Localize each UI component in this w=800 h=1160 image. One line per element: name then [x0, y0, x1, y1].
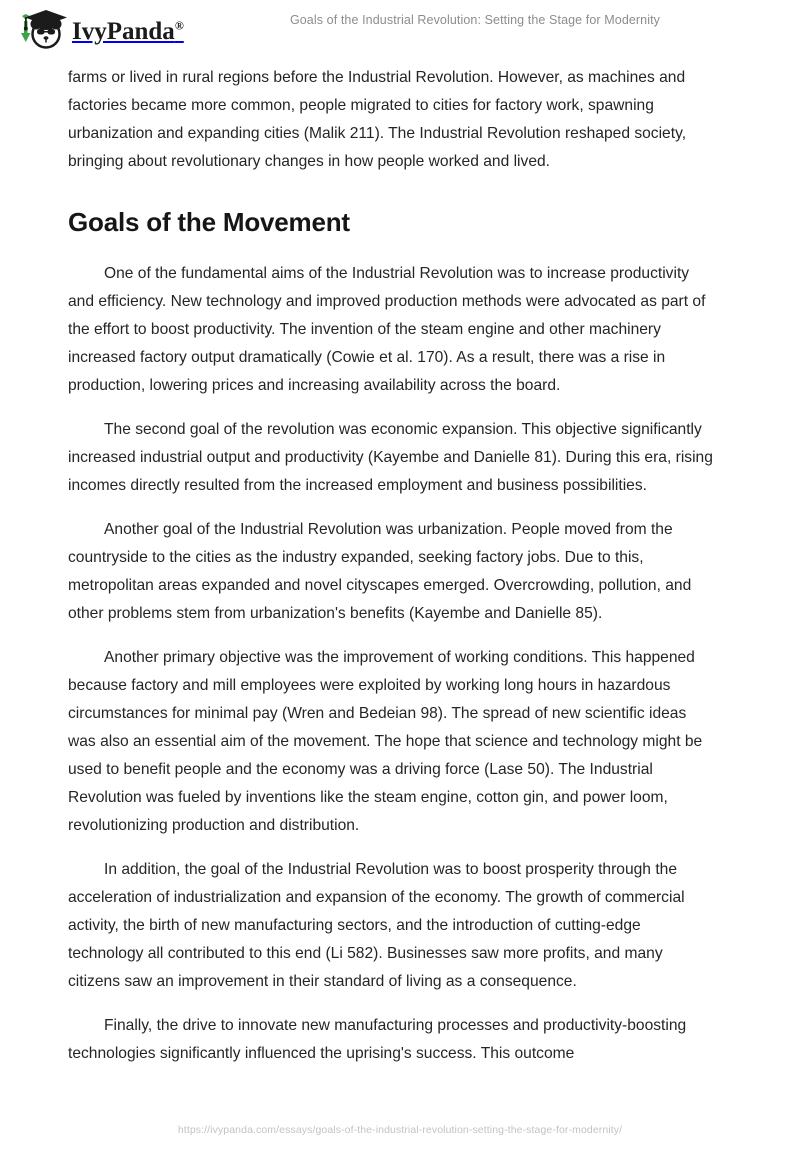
page-header	[0, 0, 800, 60]
paragraph-prosperity: In addition, the goal of the Industrial Revolution was to boost prosperity through the acceleration of industrialization and expansion of the economy. The growth of commercial activity, the birth of new manufacturing sectors, and the introduction of cutting-edge technology all contributed to this end (Li 582). Businesses saw more profits, and many citizens saw an improvement in their standard of living as a consequence.	[68, 861, 685, 990]
paragraph-working-conditions: Another primary objective was the improvement of working conditions. This happened because factory and mill employees were exploited by working long hours in hazardous circumstances for minimal pay (Wren and Bedeian 98). The spread of new scientific ideas was also an essential aim of the movement. The hope that science and technology might be used to benefit people and the economy was a driving force (Lase 50). The Industrial Revolution was fueled by inventions like the steam engine, cotton gin, and power loom, revolutionizing production and distribution.	[68, 649, 703, 834]
paragraph-innovation: Finally, the drive to innovate new manufacturing processes and productivity-boosting technologies significantly influenced the uprising's success. This outcome	[68, 1017, 687, 1062]
paragraph-continuation: farms or lived in rural regions before the Industrial Revolution. However, as machines and factories became more common, people migrated to cities for factory work, spawning urbanization and expanding cities (Malik 211). The Industrial Revolution reshaped society, bringing about revolutionary changes in how people worked and lived.	[68, 69, 687, 170]
page-footer	[0, 1124, 800, 1136]
paragraph-urbanization: Another goal of the Industrial Revolution was urbanization. People moved from the countryside to the cities as the industry expanded, seeking factory jobs. Due to this, metropolitan areas expanded and novel cityscapes emerged. Overcrowding, pollution, and other problems stem from urbanization's benefits (Kayembe and Danielle 85).	[68, 521, 692, 622]
paragraph-productivity-efficiency: One of the fundamental aims of the Industrial Revolution was to increase productivity and efficiency. New technology and improved production methods were advocated as part of the effort to boost productivity. The invention of the steam engine and other machinery increased factory output dramatically (Cowie et al. 170). As a result, there was a rise in production, lowering prices and increasing availability across the board.	[68, 265, 706, 394]
document-body	[68, 64, 716, 1068]
section-heading-goals-of-the-movement: Goals of the Movement	[68, 207, 350, 237]
source-url-link[interactable]: https://ivypanda.com/essays/goals-of-the-industrial-revolution-setting-the-stage-for-modernity/	[177, 1124, 623, 1136]
page-title: Goals of the Industrial Revolution: Setting the Stage for Modernity	[289, 13, 661, 27]
brand-name-text: IvyPanda	[72, 17, 175, 45]
paragraph-economic-expansion: The second goal of the revolution was economic expansion. This objective significantly increased industrial output and productivity (Kayembe and Danielle 81). During this era, rising incomes directly resulted from the increased employment and business possibilities.	[68, 421, 713, 494]
registered-trademark-icon: ®	[174, 18, 184, 33]
